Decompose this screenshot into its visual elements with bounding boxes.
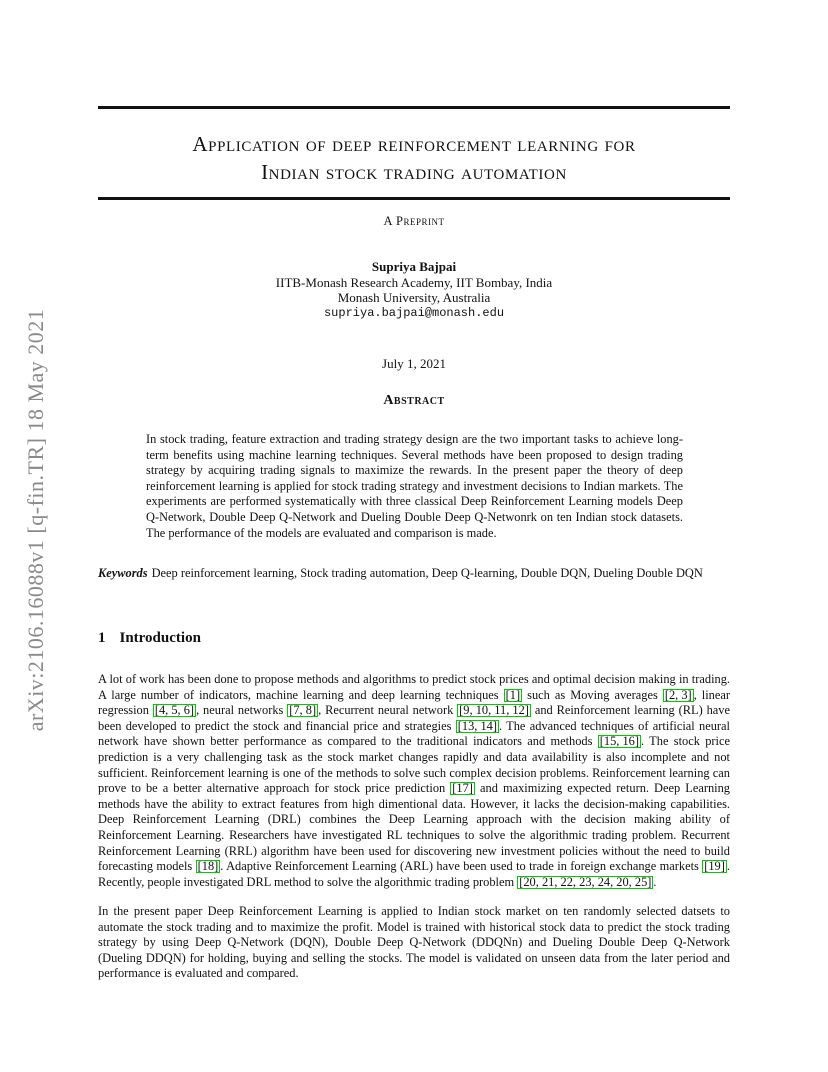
- title-bottom-rule: [98, 197, 730, 200]
- title-top-rule: [98, 106, 730, 109]
- text-run: . Recently, people investigated DRL method to solve the algorithmic trading problem: [98, 859, 730, 889]
- text-run: and Reinforcement learning (RL) have been developed to predict the stock and financial price and strategies: [98, 703, 730, 733]
- text-run: , Recurrent neural network: [318, 703, 458, 718]
- text-run: . The advanced techniques of artificial neural network have shown better performance as compared to the traditional indicators and methods: [98, 718, 730, 749]
- keywords-text: Deep reinforcement learning, Stock trading automation, Deep Q-learning, Double DQN, Dueling Double DQN: [151, 566, 703, 580]
- abstract-heading: Abstract: [383, 393, 445, 408]
- text-run: . Adaptive Reinforcement Learning (ARL) have been used to trade in foreign exchange markets: [220, 859, 703, 874]
- citation-link[interactable]: [9, 10, 11, 12]: [459, 703, 529, 718]
- text-run: and maximizing expected return. Deep Learning methods have the ability to extract features from high dimentional data. However, it lacks the decision-making capabilities. Deep Reinforcement Learning (DRL) combines the Deep Learning approach with the decision making ability of Reinforcement Learning. Researchers have investigated RL techniques to solve the algorithmic trading problem. Recurrent Reinforcement Learning (RRL) algorithm have been used for discovering new investment policies without the need to build forecasting models: [98, 781, 730, 874]
- author-affiliation-1: IITB-Monash Research Academy, IIT Bombay, India: [275, 274, 553, 290]
- section-title: Introduction: [119, 630, 201, 646]
- citation-link[interactable]: [19]: [704, 859, 725, 874]
- citation-link[interactable]: [1]: [505, 687, 521, 702]
- introduction-paragraph-2: In the present paper Deep Reinforcement Learning is applied to Indian stock market on ten randomly selected datsets to automate the stock trading and to maximize the profit. Model is trained with historical stock data to predict the stock trading strategy by using Deep Q-Network (DQN), Double Deep Q-Network (DDQNn) and Dueling Double Deep Q-Network (Dueling DDQN) for holding, buying and selling the stocks. The model is validated on unseen data from the later period and performance is evaluated and compared.: [98, 904, 730, 981]
- keywords: [98, 566, 730, 582]
- paper-date: July 1, 2021: [382, 356, 446, 371]
- author-affiliation-2: Monash University, Australia: [337, 290, 491, 305]
- title-line-1: Application of deep reinforcement learning for: [192, 132, 636, 156]
- author-email[interactable]: supriya.bajpai@monash.edu: [323, 305, 505, 320]
- section-heading-introduction: [98, 630, 201, 647]
- introduction-paragraph-1: [98, 672, 730, 890]
- preprint-label: A Preprint: [383, 214, 445, 228]
- author-block: [98, 259, 730, 321]
- arxiv-stamp: [24, 270, 48, 770]
- text-run: . The stock price prediction is a very challenging task as the stock market changes rapidly and data availability is also incomplete and not sufficient. Reinforcement learning is one of the methods to solve such complex decision problems. Reinforcement learning can prove to be a better alternative approach for stock price prediction: [98, 734, 730, 796]
- text-run: , neural networks: [196, 703, 288, 718]
- abstract-text: In stock trading, feature extraction and trading strategy design are the two important tasks to achieve long-term benefits using machine learning techniques. Several methods have been proposed to design trading strategy by acquiring trading signals to maximize the rewards. In the present paper the theory of deep reinforcement learning is applied for stock trading strategy and investment decisions to Indian markets. The experiments are performed systematically with three classical Deep Reinforcement Learning models Deep Q-Network, Double Deep Q-Network and Dueling Double Deep Q-Netwonrk on ten Indian stock datasets. The performance of the models are evaluated and comparison is made.: [146, 432, 683, 540]
- citation-link[interactable]: [15, 16]: [599, 734, 639, 749]
- citation-link[interactable]: [20, 21, 22, 23, 24, 20, 25]: [519, 874, 652, 889]
- citation-link[interactable]: [17]: [452, 781, 473, 796]
- text-run: .: [653, 874, 657, 889]
- section-number: 1: [98, 630, 106, 646]
- text-run: , linear regression: [98, 687, 730, 718]
- citation-link[interactable]: [7, 8]: [289, 703, 317, 718]
- text-run: such as Moving averages: [522, 687, 663, 702]
- paper-title: [98, 130, 730, 186]
- author-name: Supriya Bajpai: [371, 259, 457, 274]
- citation-link[interactable]: [18]: [197, 859, 219, 874]
- citation-link[interactable]: [2, 3]: [664, 687, 692, 702]
- citation-link[interactable]: [13, 14]: [457, 718, 497, 733]
- arxiv-id: arXiv:2106.16088v1 [q-fin.TR] 18 May 2021: [23, 308, 48, 732]
- text-run: A lot of work has been done to propose methods and algorithms to predict stock prices and optimal decision making in trading. A large number of indicators, machine learning and deep learning techniques: [98, 672, 730, 702]
- citation-link[interactable]: [4, 5, 6]: [154, 703, 195, 718]
- title-line-2: Indian stock trading automation: [261, 160, 567, 184]
- keywords-label: Keywords: [98, 566, 148, 580]
